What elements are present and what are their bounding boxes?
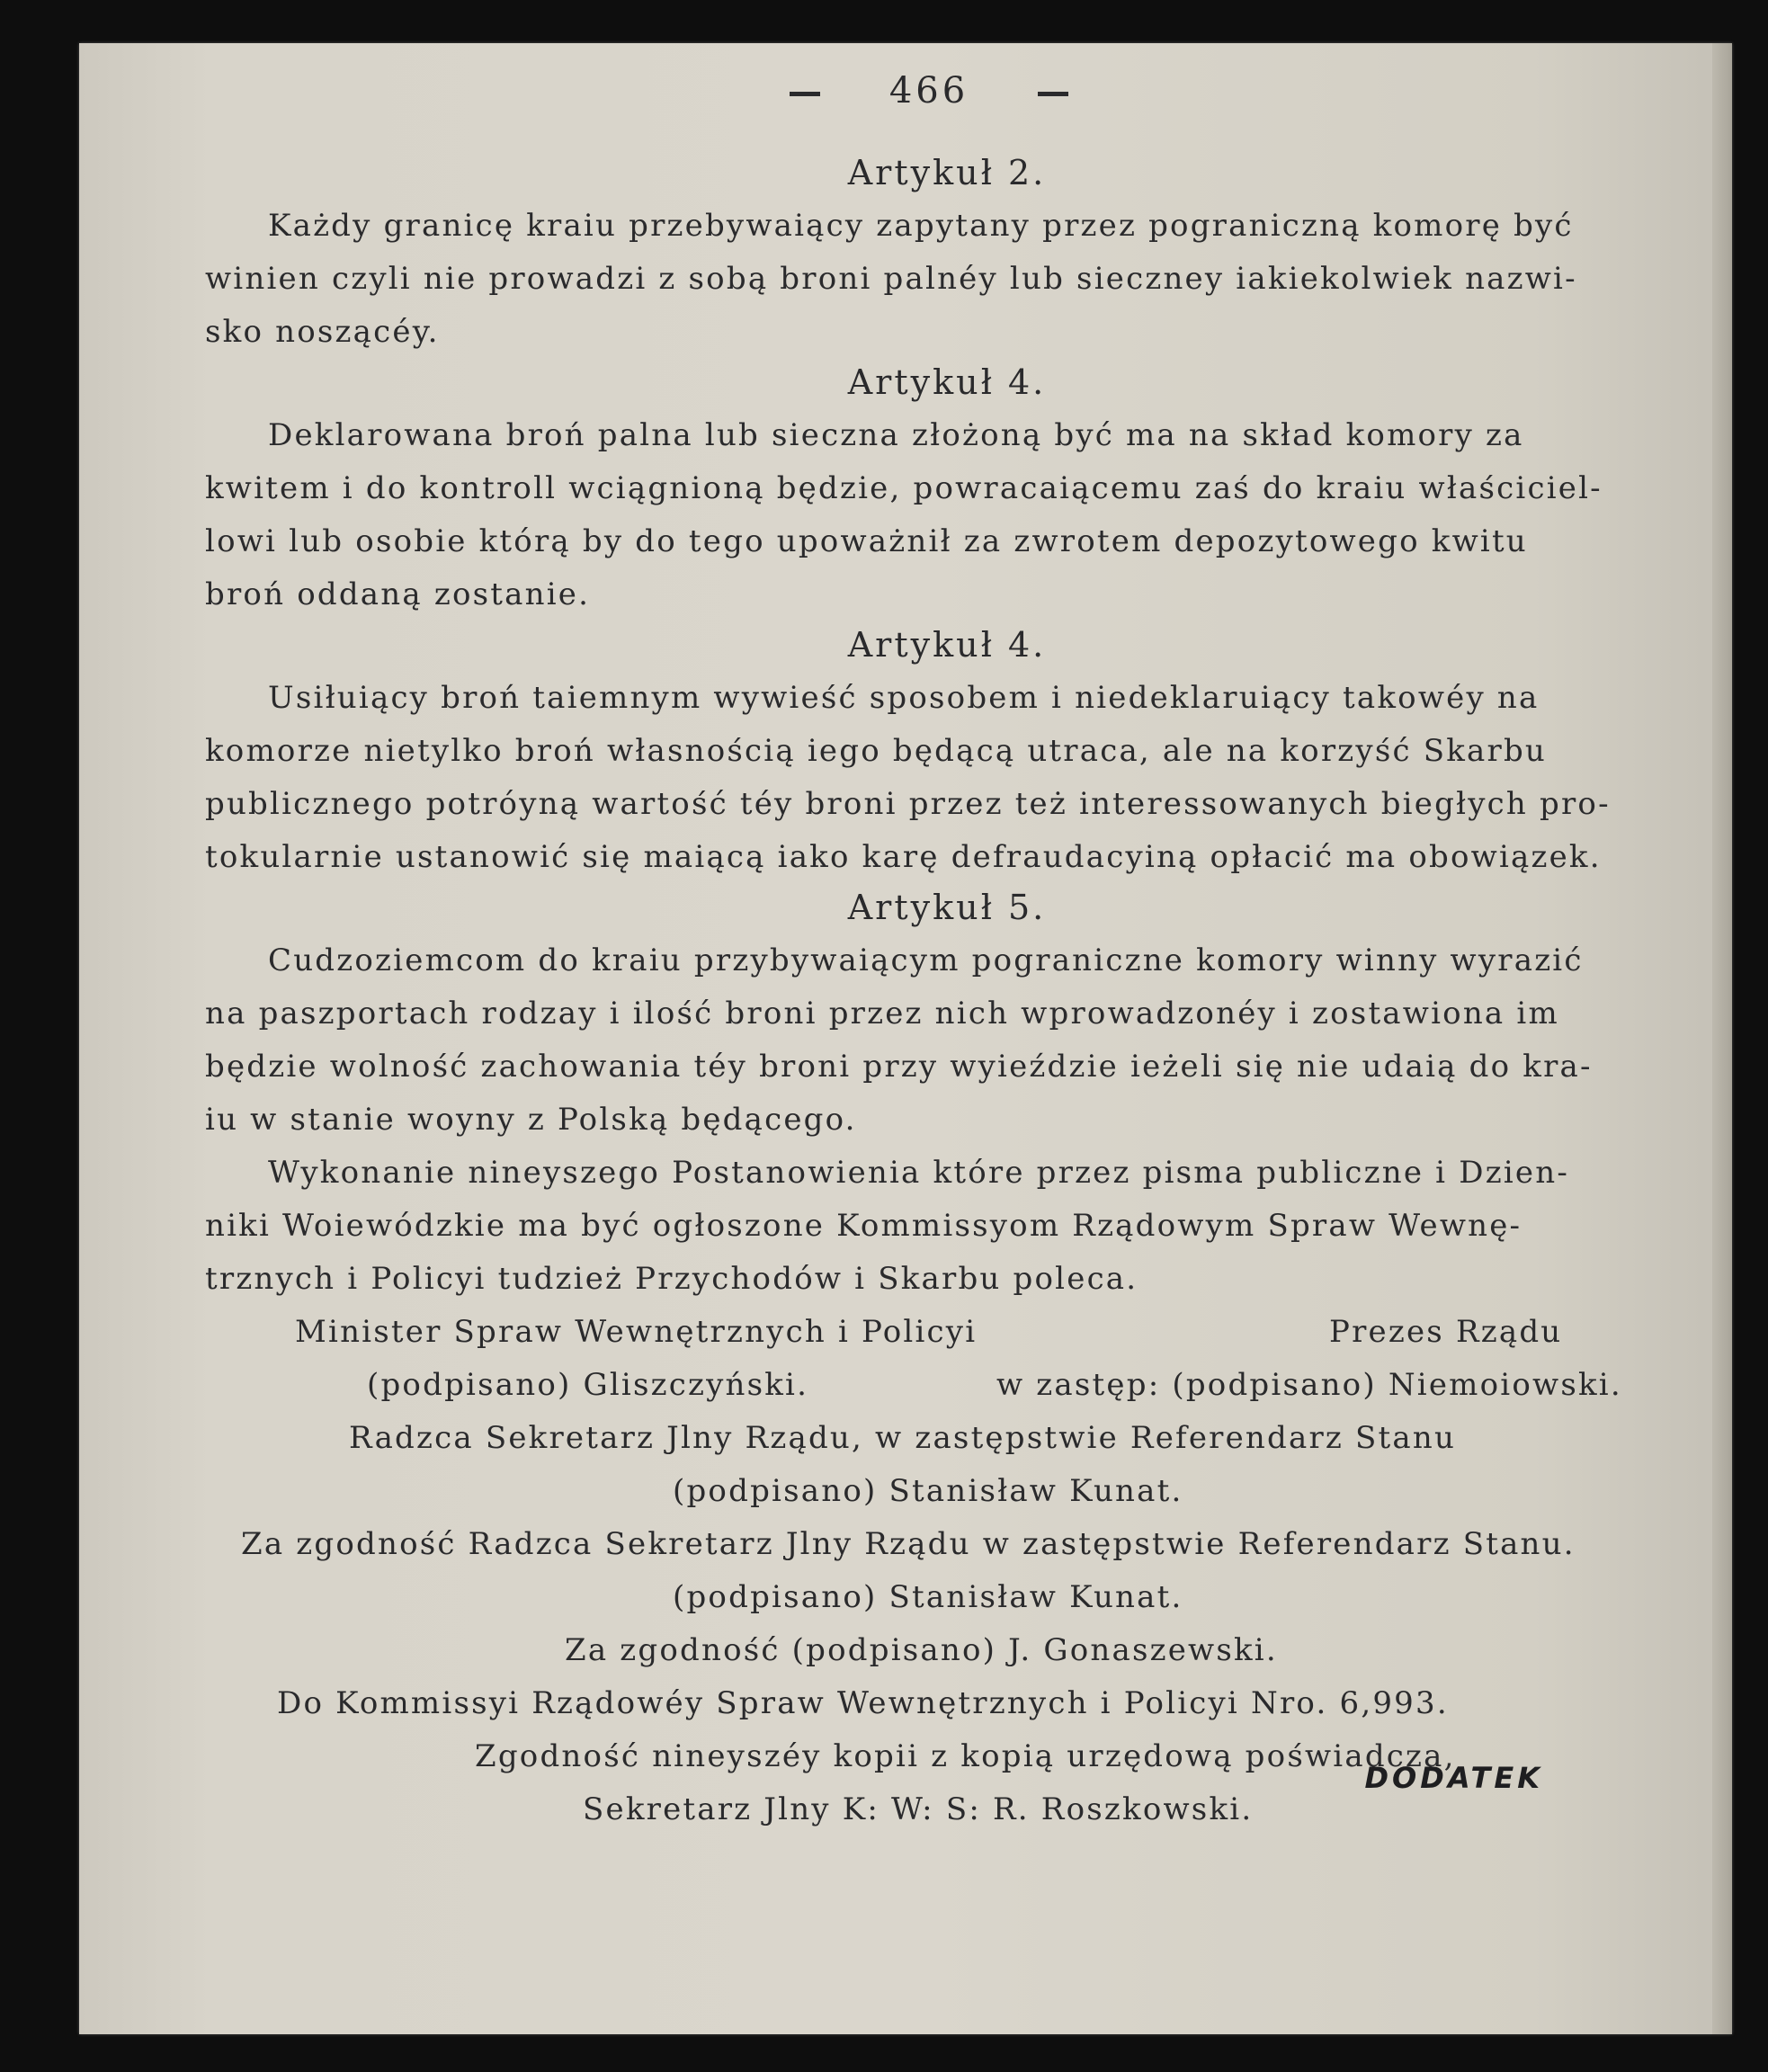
- signature-row: [205, 1465, 1653, 1518]
- prezes-signed: w zastęp: (podpisano) Niemoiowski.: [996, 1367, 1622, 1403]
- do-kommissyi-line: Do Kommissyi Rządowéy Spraw Wewnętrznych i Policyi Nro. 6,993.: [277, 1685, 1449, 1721]
- signature-row: [205, 1624, 1653, 1677]
- prezes-title: Prezes Rządu: [1329, 1314, 1563, 1350]
- text-line: broń oddaną zostanie.: [205, 576, 591, 612]
- text-line: Każdy granicę kraiu przebywaiący zapytany przez pograniczną komorę być: [268, 208, 1574, 244]
- sekretarz-line: Sekretarz Jlny K: W: S: R. Roszkowski.: [583, 1791, 1254, 1827]
- radca-signed: (podpisano) Stanisław Kunat.: [673, 1473, 1183, 1509]
- text-line: będzie wolność zachowania téy broni przy wyieździe ieżeli się nie udaią do kra-: [205, 1049, 1593, 1085]
- article-text: [205, 672, 1653, 884]
- signature-row: [205, 1359, 1653, 1412]
- signature-row: [205, 1518, 1653, 1571]
- zgodnosc-signed: (podpisano) Stanisław Kunat.: [673, 1579, 1183, 1615]
- article-text: [205, 200, 1653, 359]
- radca-line: Radzca Sekretarz Jlny Rządu, w zastępstwie Referendarz Stanu: [349, 1420, 1457, 1456]
- signature-row: [205, 1677, 1653, 1730]
- signature-row: [205, 1412, 1653, 1465]
- page-number: 466: [888, 70, 969, 112]
- article-heading: Artykuł 2.: [847, 153, 1047, 192]
- text-line: trznych i Policyi tudzież Przychodów i Skarbu poleca.: [205, 1261, 1138, 1297]
- text-line: iu w stanie woyny z Polską będącego.: [205, 1102, 857, 1138]
- minister-title: Minister Spraw Wewnętrznych i Policyi: [295, 1314, 978, 1350]
- execution-paragraph: [205, 1147, 1653, 1306]
- document-page: [79, 43, 1732, 2034]
- article-heading: Artykuł 4.: [847, 362, 1047, 402]
- zgodnosc-kopii-line: Zgodność nineyszéy kopii z kopią urzędową poświadcza,: [475, 1738, 1456, 1774]
- text-line: publicznego potróyną wartość téy broni przez też interessowanych biegłych pro-: [205, 786, 1611, 822]
- page-text: [205, 70, 1653, 1836]
- article-heading: Artykuł 4.: [847, 625, 1047, 665]
- text-line: Usiłuiący broń taiemnym wywieść sposobem i niedeklaruiący takowéy na: [268, 680, 1540, 716]
- text-line: lowi lub osobie którą by do tego upoważnił za zwrotem depozytowego kwitu: [205, 523, 1528, 559]
- text-line: niki Woiewódzkie ma być ogłoszone Kommissyom Rządowym Spraw Wewnę-: [205, 1208, 1522, 1244]
- catchword: DODATEK: [1364, 1761, 1543, 1795]
- text-line: na paszportach rodzay i ilość broni przez nich wprowadzonéy i zostawiona im: [205, 996, 1559, 1032]
- minister-signed: (podpisano) Gliszczyński.: [367, 1367, 809, 1403]
- text-line: Wykonanie nineyszego Postanowienia które przez pisma publiczne i Dzien-: [268, 1155, 1570, 1191]
- text-line: sko noszącéy.: [205, 314, 440, 350]
- page-header: [205, 70, 1653, 115]
- text-line: komorze nietylko broń własnością iego będącą utraca, ale na korzyść Skarbu: [205, 733, 1548, 769]
- header-dash-left: [790, 92, 820, 96]
- text-line: Cudzoziemcom do kraiu przybywaiącym pograniczne komory winny wyrazić: [268, 942, 1584, 978]
- text-line: winien czyli nie prowadzi z sobą broni palnéy lub sieczney iakiekolwiek nazwi-: [205, 261, 1577, 297]
- zgodnosc-line: Za zgodność Radzca Sekretarz Jlny Rządu w zastępstwie Referendarz Stanu.: [241, 1526, 1576, 1562]
- text-line: Deklarowana broń palna lub sieczna złożoną być ma na skład komory za: [268, 417, 1524, 453]
- page-edge: [1712, 43, 1732, 2034]
- text-line: tokularnie ustanowić się maiącą iako karę defraudacyiną opłacić ma obowiązek.: [205, 839, 1602, 875]
- signature-block: [205, 1306, 1653, 1836]
- article-text: [205, 409, 1653, 621]
- text-line: kwitem i do kontroll wciągnioną będzie, powracaiącemu zaś do kraiu właściciel-: [205, 470, 1603, 506]
- header-dash-right: [1038, 92, 1068, 96]
- article-text: [205, 934, 1653, 1147]
- signature-row: [205, 1571, 1653, 1624]
- zgodnosc-gonaszewski: Za zgodność (podpisano) J. Gonaszewski.: [565, 1632, 1278, 1668]
- signature-row: [205, 1306, 1653, 1359]
- article-heading: Artykuł 5.: [847, 888, 1047, 927]
